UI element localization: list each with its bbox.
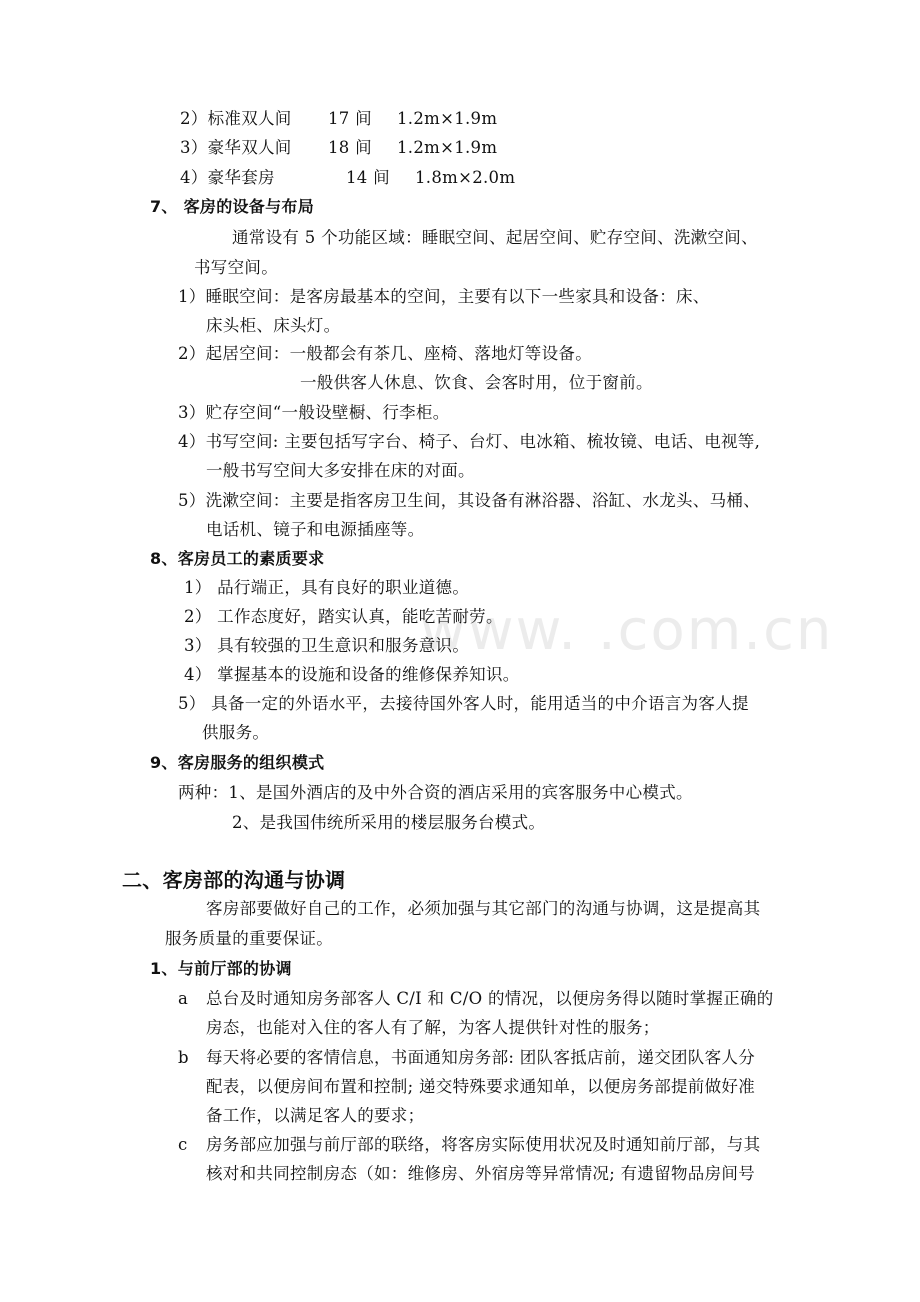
item-c-line1: 房务部应加强与前厅部的联络，将客房实际使用状况及时通知前厅部，与其 [206, 1135, 761, 1154]
section-8-item5-line2: 供服务。 [202, 723, 270, 742]
section-7-item5-line2: 电话机、镜子和电源插座等。 [206, 520, 425, 539]
room-item-3 [180, 137, 498, 159]
section-7-item2-line2: 一般供客人休息、饮食、会客时用，位于窗前。 [300, 373, 653, 392]
section-7-item2-line1: 2）起居空间：一般都会有茶几、座椅、落地灯等设备。 [178, 344, 592, 363]
room-count: 18 间 [328, 138, 372, 157]
item-c-line2: 核对和共同控制房态（如：维修房、外宿房等异常情况; 有遗留物品房间号 [206, 1164, 756, 1183]
section-7-item1-line1: 1）睡眠空间：是客房最基本的空间，主要有以下一些家具和设备：床、 [178, 287, 710, 306]
list-marker-b: b [178, 1048, 189, 1067]
section-7-item4-line2: 一般书写空间大多安排在床的对面。 [206, 461, 475, 480]
room-size: 1.8m×2.0m [415, 168, 516, 187]
list-marker-a: a [178, 989, 189, 1008]
room-size: 1.2m×1.9m [397, 109, 498, 128]
list-marker-c: c [178, 1135, 188, 1154]
section-7-intro-line1: 通常设有 5 个功能区域：睡眠空间、起居空间、贮存空间、洗漱空间、 [232, 228, 758, 247]
section-9-title: 9、客房服务的组织模式 [150, 753, 325, 772]
part-2-heading: 二、客房部的沟通与协调 [122, 868, 346, 892]
room-count: 14 间 [346, 168, 390, 187]
section-7-title: 7、 客房的设备与布局 [150, 197, 315, 216]
item-a-line1: 总台及时通知房务部客人 C/I 和 C/O 的情况，以便房务得以随时掌握正确的 [206, 989, 774, 1008]
section-8-title: 8、客房员工的素质要求 [150, 549, 325, 568]
watermark: www. .com.cn [420, 598, 834, 663]
section-8-item: 5） 具备一定的外语水平，去接待国外客人时，能用适当的中介语言为客人提 [178, 694, 749, 713]
subsection-front-office-title: 1、与前厅部的协调 [150, 959, 292, 978]
section-7-item1-line2: 床头柜、床头灯。 [206, 316, 341, 335]
section-8-item: 3） 具有较强的卫生意识和服务意识。 [184, 636, 470, 655]
item-a-line2: 房态，也能对入住的客人有了解，为客人提供针对性的服务； [206, 1018, 660, 1037]
section-8-item: 2） 工作态度好，踏实认真，能吃苦耐劳。 [184, 607, 503, 626]
section-8-item: 1） 品行端正，具有良好的职业道德。 [184, 578, 470, 597]
part-2-intro-line2: 服务质量的重要保证。 [165, 929, 333, 948]
room-label: 3）豪华双人间 [180, 138, 292, 157]
section-7-item5-line1: 5）洗漱空间：主要是指客房卫生间，其设备有淋浴器、浴缸、水龙头、马桶、 [178, 491, 760, 510]
section-7-item3: 3）贮存空间“一般设壁橱、行李柜。 [178, 403, 450, 422]
room-item-2 [180, 108, 498, 130]
item-b-line2: 配表，以便房间布置和控制; 递交特殊要求通知单，以便房务部提前做好准 [206, 1077, 756, 1096]
part-2-intro-line1: 客房部要做好自己的工作，必须加强与其它部门的沟通与协调，这是提高其 [206, 899, 761, 918]
section-9-line2: 2、是我国伟统所采用的楼层服务台模式。 [232, 813, 546, 832]
section-8-item: 4） 掌握基本的设施和设备的维修保养知识。 [184, 665, 520, 684]
item-b-line3: 备工作，以满足客人的要求； [206, 1106, 425, 1125]
section-9-line1: 两种：1、是国外酒店的及中外合资的酒店采用的宾客服务中心模式。 [178, 783, 693, 802]
room-label: 2）标准双人间 [180, 109, 292, 128]
room-count: 17 间 [328, 109, 372, 128]
item-b-line1: 每天将必要的客情信息，书面通知房务部: 团队客抵店前，递交团队客人分 [206, 1048, 756, 1067]
room-item-4 [180, 167, 516, 189]
section-7-item4-line1: 4）书写空间: 主要包括写字台、椅子、台灯、电冰箱、梳妆镜、电话、电视等, [178, 432, 761, 451]
room-size: 1.2m×1.9m [397, 138, 498, 157]
room-label: 4）豪华套房 [180, 168, 275, 187]
section-7-intro-line2: 书写空间。 [194, 258, 278, 277]
